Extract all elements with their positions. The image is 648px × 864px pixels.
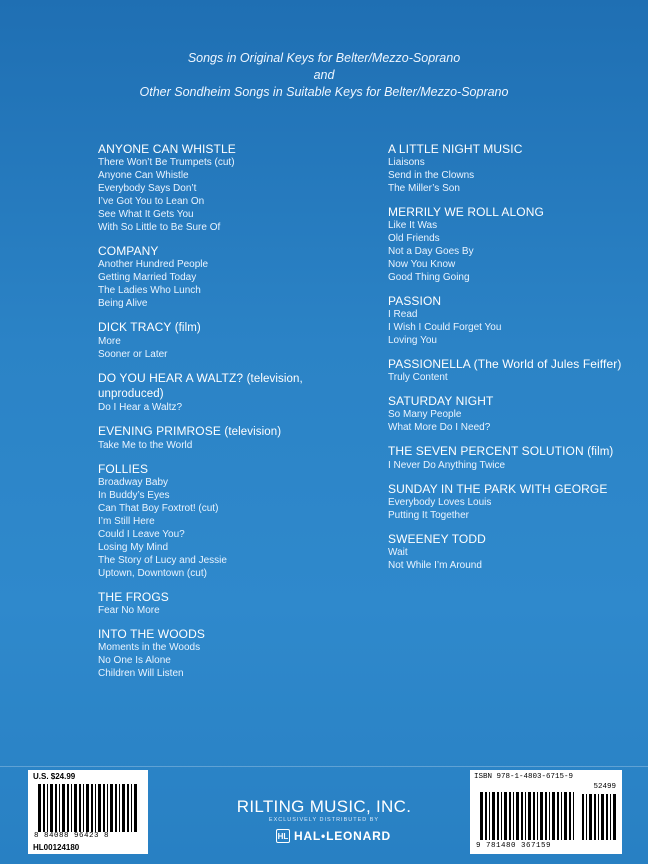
header-line-1: Songs in Original Keys for Belter/Mezzo-Soprano [187,51,461,65]
show-title [98,424,368,439]
song-title: The Story of Lucy and Jessie [98,555,227,566]
song-title: See What It Gets You [98,209,194,220]
show-title [388,294,638,308]
song-title: Not a Day Goes By [388,246,474,257]
show-title-text: DO YOU HEAR A WALTZ? [98,371,244,385]
upc-digits: 8 84088 96423 8 [34,832,110,840]
song-title: Send in the Clowns [388,170,475,181]
show-title-text: ANYONE CAN WHISTLE [98,142,236,156]
show-block [388,532,638,572]
ean-digits: 9 781480 367159 [476,842,552,850]
song-title: Broadway Baby [98,477,169,488]
song-title: Liaisons [388,157,425,168]
song-title: With So Little to Be Sure Of [98,222,221,233]
barcode-bar [497,792,499,840]
show-title-text: A LITTLE NIGHT MUSIC [388,142,523,156]
barcode-bar [513,792,514,840]
show-block [388,294,638,347]
show-block [388,142,638,195]
barcode-bar [598,794,599,840]
show-block [98,462,368,580]
show-title [388,205,638,219]
header [0,50,648,101]
barcode-bar [528,792,531,840]
show-title [98,462,368,476]
barcode-bar [504,792,507,840]
show-title [98,320,368,335]
song-title: Good Thing Going [388,272,470,283]
show-title-text: FOLLIES [98,462,149,476]
barcode-bar [533,792,535,840]
barcode-bar [557,792,559,840]
show-block [388,357,638,384]
song-title: There Won’t Be Trumpets (cut) [98,157,235,168]
show-title [98,627,368,641]
song-title: Like It Was [388,220,438,231]
barcode-bar [492,792,495,840]
barcode-bar [594,794,596,840]
barcode-bar [485,792,487,840]
show-title-text: SATURDAY NIGHT [388,394,494,408]
show-title-text: COMPANY [98,244,159,258]
show-block [388,482,638,522]
isbn-label: ISBN 978-1-4803-6715-9 [474,773,574,781]
show-title-text: THE FROGS [98,590,169,604]
footer-divider [0,766,648,767]
song-title: No One Is Alone [98,655,171,666]
hal-leonard-logo-icon: HL [276,829,290,843]
song-title: Putting It Together [388,510,469,521]
song-title: I Never Do Anything Twice [388,460,506,471]
right-song-column [388,142,638,582]
song-title: More [98,336,121,347]
show-block [98,320,368,361]
show-title-text: THE SEVEN PERCENT SOLUTION [388,444,584,458]
barcode-bar [610,794,611,840]
product-code: HL00124180 [33,843,80,852]
barcode-bar [582,794,584,840]
barcode-bar [537,792,538,840]
song-title: Loving You [388,335,437,346]
song-title: Children Will Listen [98,668,184,679]
show-title-text: SWEENEY TODD [388,532,486,546]
song-title: I Read [388,309,418,320]
barcode-bar [540,792,543,840]
barcode-bar [480,792,483,840]
hal-leonard-logo [276,828,406,844]
show-title [98,244,368,258]
show-block [98,244,368,310]
show-title-text: MERRILY WE ROLL ALONG [388,205,544,219]
song-title: Old Friends [388,233,440,244]
barcode-bar [561,792,562,840]
barcode-bar [489,792,490,840]
show-block [388,444,638,472]
show-note: (television) [224,426,282,438]
isbn-addon-barcode [582,794,616,840]
show-title-text: PASSIONELLA (The World of Jules Feiffer) [388,357,622,371]
header-line-3: Other Sondheim Songs in Suitable Keys for Belter/Mezzo-Soprano [139,85,509,99]
song-title: Not While I’m Around [388,560,482,571]
show-block [98,371,368,414]
barcode-bar [545,792,547,840]
song-title: Can That Boy Foxtrot! (cut) [98,503,219,514]
show-title [388,394,638,408]
show-note: (film) [174,322,201,334]
show-title-text: EVENING PRIMROSE [98,424,221,438]
show-title [388,357,638,371]
song-title: So Many People [388,409,462,420]
show-title-text: INTO THE WOODS [98,627,205,641]
show-title [98,142,368,156]
barcode-bar [552,792,555,840]
song-title: Losing My Mind [98,542,169,553]
barcode-bar [586,794,587,840]
show-title-text: PASSION [388,294,442,308]
barcode-bar [569,792,571,840]
price-label: U.S. $24.99 [33,772,76,781]
barcode-bar [509,792,511,840]
barcode-bar [613,794,616,840]
song-title: What More Do I Need? [388,422,491,433]
barcode-bar [521,792,523,840]
left-song-column [98,142,368,690]
show-title [98,590,368,604]
song-title: Could I Leave You? [98,529,185,540]
song-title: Everybody Loves Louis [388,497,492,508]
song-title: I’ve Got You to Lean On [98,196,205,207]
show-title [388,482,638,496]
barcode-bar [525,792,526,840]
isbn-barcode-box [470,770,622,854]
song-title: Fear No More [98,605,160,616]
show-note: (television, unproduced) [98,373,303,400]
barcode-bar [589,794,592,840]
song-title: Truly Content [388,372,448,383]
publisher-name: RILTING MUSIC, INC. [236,797,412,816]
song-title: Now You Know [388,259,456,270]
show-block [388,394,638,434]
barcode-bar [564,792,567,840]
barcode-bar [573,792,574,840]
song-title: Anyone Can Whistle [98,170,189,181]
show-title [388,142,638,156]
song-title: Being Alive [98,298,148,309]
song-title: In Buddy’s Eyes [98,490,170,501]
barcode-bar [601,794,604,840]
show-block [98,590,368,617]
song-title: I Wish I Could Forget You [388,322,502,333]
show-block [388,205,638,284]
song-title: Another Hundred People [98,259,209,270]
show-title-text: SUNDAY IN THE PARK WITH GEORGE [388,482,608,496]
song-title: Everybody Says Don’t [98,183,197,194]
isbn-addon-digits: 52499 [593,783,616,791]
song-title: Sooner or Later [98,349,168,360]
song-title: I’m Still Here [98,516,155,527]
ean-barcode [480,792,576,840]
song-title: Getting Married Today [98,272,197,283]
song-title: Do I Hear a Waltz? [98,402,183,413]
barcode-bar [549,792,550,840]
show-block [98,142,368,234]
song-title: Take Me to the World [98,440,193,451]
barcode-bar [501,792,502,840]
show-block [98,424,368,452]
distributed-by-label: EXCLUSIVELY DISTRIBUTED BY [268,817,380,823]
header-line-2: and [313,68,335,82]
song-title: Wait [388,547,408,558]
show-title-text: DICK TRACY [98,320,172,334]
barcode-bar [606,794,608,840]
song-title: Moments in the Woods [98,642,201,653]
show-title [388,444,638,459]
barcode-bar [516,792,519,840]
show-note: (film) [587,446,614,458]
show-title [388,532,638,546]
song-title: The Ladies Who Lunch [98,285,201,296]
show-title [98,371,368,401]
song-title: The Miller’s Son [388,183,460,194]
song-title: Uptown, Downtown (cut) [98,568,207,579]
show-block [98,627,368,680]
hal-leonard-logo-text: HAL•LEONARD [294,829,391,843]
